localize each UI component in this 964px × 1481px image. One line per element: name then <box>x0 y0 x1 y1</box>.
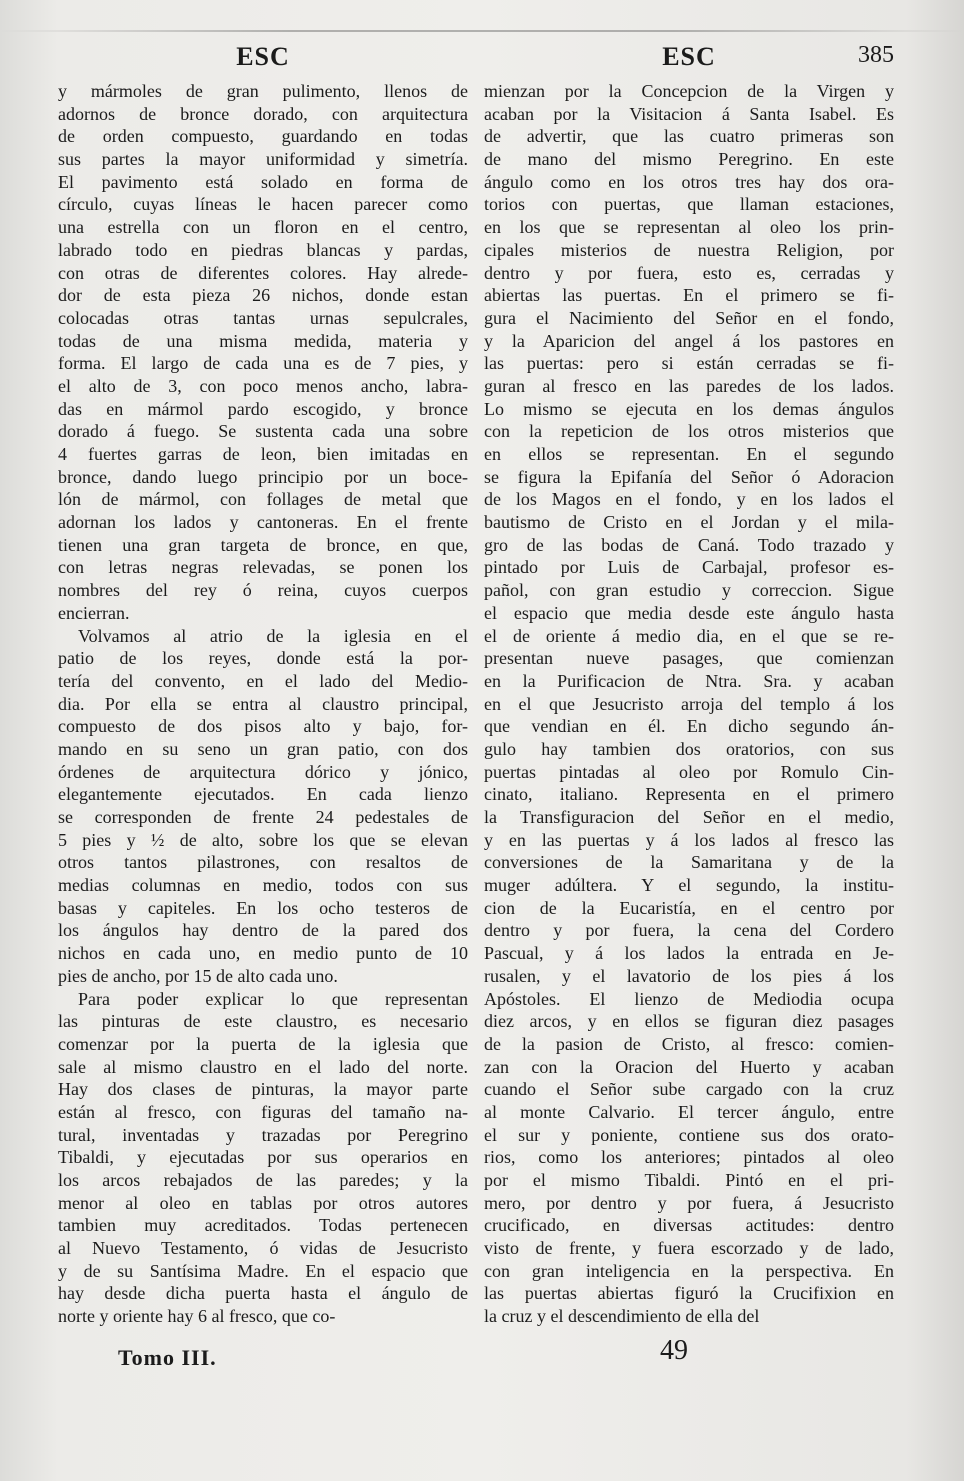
text-line: forma. El largo de cada una es de 7 pies, y <box>58 353 468 374</box>
text-line: con gran inteligencia en la perspectiva. En <box>484 1260 894 1281</box>
text-line: medias columnas en medio, todos con sus <box>58 875 468 896</box>
text-line: el de oriente á medio dia, en el que se re- <box>484 625 894 646</box>
text-line: conversiones de la Samaritana y de la <box>484 852 894 873</box>
text-line: las puertas: pero si están cerradas se fi- <box>484 353 894 374</box>
text-line: la cruz y el descendimiento de ella del <box>484 1306 760 1327</box>
text-line: y mármoles de gran pulimento, llenos de <box>58 81 468 101</box>
text-line: todas de una misma medida, materia y <box>58 330 468 351</box>
text-line: elegantemente ejecutados. En cada lienzo <box>58 784 468 805</box>
text-line: rusalen, y el lavatorio de los pies á los <box>484 965 894 986</box>
left-column <box>58 42 468 1328</box>
text-line: cion de la Eucaristía, en el centro por <box>484 897 894 918</box>
text-line: guran al fresco en las paredes de los lados. <box>484 375 894 396</box>
text-line: ángulo como en los otros tres hay dos ora- <box>484 171 894 192</box>
text-line: muger adúltera. Y el segundo, la institu- <box>484 875 894 896</box>
text-line: adornan los lados y cantoneras. En el frente <box>58 512 468 533</box>
text-line: tural, inventadas y trazadas por Peregrino <box>58 1124 468 1145</box>
right-header-word: ESC <box>662 42 716 71</box>
text-line: círculo, cuyas líneas le hacen parecer como <box>58 194 468 215</box>
text-line: y la Aparicion del angel á los pastores en <box>484 330 894 351</box>
text-line: las pinturas de este claustro, es necesario <box>58 1011 468 1032</box>
text-line: de orden compuesto, guardando en todas <box>58 126 468 147</box>
text-line: las puertas abiertas figuró la Crucifixion en <box>484 1283 894 1304</box>
text-line: cuando el Señor sube cargado con la cruz <box>484 1079 894 1100</box>
text-line: nombres del rey ó reina, cuyos cuerpos <box>58 580 468 601</box>
text-line: el sur y poniente, contiene sus dos orato- <box>484 1124 894 1145</box>
text-line: mienzan por la Concepcion de la Virgen y <box>484 81 894 101</box>
text-line: adornos de bronce dorado, con arquitectura <box>58 103 468 124</box>
left-header-word: ESC <box>236 42 290 71</box>
text-line: Tibaldi, y ejecutadas por sus operarios en <box>58 1147 468 1168</box>
text-line: labrado todo en piedras blancas y pardas, <box>58 239 468 260</box>
text-line: pintado por Luis de Carbajal, profesor es- <box>484 557 894 578</box>
right-running-head <box>484 42 894 78</box>
text-line: de los Magos en el fondo, y en los lados el <box>484 489 894 510</box>
text-line: al Nuevo Testamento, ó vidas de Jesucristo <box>58 1238 468 1259</box>
text-line: mando en su seno un gran patio, con dos <box>58 738 468 759</box>
text-line: tambien muy acreditados. Todas pertenecen <box>58 1215 468 1236</box>
text-line: Hay dos clases de pinturas, la mayor parte <box>58 1079 468 1100</box>
text-line: se figura la Epifanía del Señor ó Adoracion <box>484 466 894 487</box>
text-line: en ellos se representan. En el segundo <box>484 444 894 464</box>
text-line: El pavimento está solado en forma de <box>58 171 468 192</box>
text-line: los ángulos hay dentro de la pared dos <box>58 920 468 941</box>
text-line: de la pasion de Cristo, al fresco: comien- <box>484 1033 894 1054</box>
text-line: das en mármol pardo escogido, y bronce <box>58 398 468 419</box>
text-line: acaban por la Visitacion á Santa Isabel. Es <box>484 103 894 124</box>
text-line: presentan nueve pasages, que comienzan <box>484 648 894 669</box>
text-line: menor al oleo en tablas por otros autores <box>58 1192 468 1213</box>
text-line: zan con la Oracion del Huerto y acaban <box>484 1056 894 1077</box>
text-line: Apóstoles. El lienzo de Mediodia ocupa <box>484 988 894 1009</box>
text-line: dia. Por ella se entra al claustro principal, <box>58 693 468 714</box>
text-line: dor de esta pieza 26 nichos, donde estan <box>58 285 468 306</box>
right-column <box>484 42 894 1328</box>
text-line: una estrella con un floron en el centro, <box>58 217 468 238</box>
text-line: hay desde dicha puerta hasta el ángulo de <box>58 1283 468 1304</box>
text-line: el espacio que media desde este ángulo hasta <box>484 602 894 623</box>
text-line: sus partes la mayor uniformidad y simetría. <box>58 149 468 170</box>
text-line: crucificado, en diversas actitudes: dentro <box>484 1215 894 1236</box>
text-line: gura el Nacimiento del Señor en el fondo, <box>484 307 894 328</box>
text-line: con otras de diferentes colores. Hay alrede- <box>58 262 468 283</box>
page-edge-line <box>0 30 964 32</box>
text-line: sale al mismo claustro en el lado del norte. <box>58 1056 468 1077</box>
text-line: la Transfiguracion del Señor en el medio, <box>484 807 894 827</box>
text-line: bronce, dando luego principio por un boce- <box>58 466 468 487</box>
right-text-block <box>484 80 894 1328</box>
text-line: comenzar por la puerta de la iglesia que <box>58 1033 468 1054</box>
text-line: con la repeticion de los otros misterios que <box>484 421 894 442</box>
text-line: de advertir, que las cuatro primeras son <box>484 126 894 147</box>
text-line: Pascual, y á los lados la entrada en Je- <box>484 943 894 964</box>
text-line: cinato, italiano. Representa en el primero <box>484 784 894 805</box>
text-line: basas y capiteles. En los ocho testeros de <box>58 897 468 918</box>
text-line: pies de ancho, por 15 de alto cada uno. <box>58 965 338 986</box>
text-line: diez arcos, y en ellos se figuran diez pasages <box>484 1011 894 1032</box>
text-line: nichos en cada uno, en medio punto de 10 <box>58 943 468 964</box>
text-line: y en las puertas y á los lados al fresco las <box>484 829 894 850</box>
left-running-head <box>58 42 468 78</box>
text-line: abiertas las puertas. En el primero se fi- <box>484 285 894 306</box>
left-text-block <box>58 80 468 1328</box>
text-line: el alto de 3, con poco menos ancho, labra- <box>58 375 468 396</box>
text-line: de mano del mismo Peregrino. En este <box>484 149 894 170</box>
text-line: gro de las bodas de Caná. Todo trazado y <box>484 534 894 555</box>
text-line: en la Purificacion de Ntra. Sra. y acaban <box>484 670 894 691</box>
text-line: y de su Santísima Madre. En el espacio que <box>58 1260 468 1281</box>
text-line: en los que se representan al oleo los prin- <box>484 217 894 238</box>
text-line: rios, como los anteriores; pintados al oleo <box>484 1147 894 1168</box>
text-line: órdenes de arquitectura dórico y jónico, <box>58 761 468 782</box>
text-line: compuesto de dos pisos alto y bajo, for- <box>58 716 468 737</box>
text-line: puertas pintadas al oleo por Romulo Cin- <box>484 761 894 782</box>
text-line: otros tantos pilastrones, con resaltos de <box>58 852 468 873</box>
text-line: dentro y por fuera, la cena del Cordero <box>484 920 894 941</box>
text-line: patio de los reyes, donde está la por- <box>58 648 468 669</box>
text-line: en el que Jesucristo arroja del templo á los <box>484 693 894 714</box>
text-line: Para poder explicar lo que representan <box>78 988 468 1009</box>
text-line: mero, por dentro y por fuera, á Jesucristo <box>484 1192 894 1213</box>
text-line: 4 fuertes garras de leon, bien imitadas en <box>58 444 468 464</box>
text-line: 5 pies y ½ de alto, sobre los que se elevan <box>58 829 468 850</box>
text-line: dentro y por fuera, esto es, cerradas y <box>484 262 894 283</box>
text-line: con letras negras relevadas, se ponen los <box>58 557 468 578</box>
signature-mark: 49 <box>660 1335 688 1366</box>
text-line: norte y oriente hay 6 al fresco, que co- <box>58 1306 336 1327</box>
text-line: que vendian en él. En dicho segundo án- <box>484 716 894 737</box>
text-line: los arcos rebajados de las paredes; y la <box>58 1170 468 1190</box>
text-line: están al fresco, con figuras del tamaño na- <box>58 1101 468 1122</box>
text-line: tienen una gran targeta de bronce, en que, <box>58 534 468 555</box>
text-line: cipales misterios de nuestra Religion, por <box>484 239 894 260</box>
text-line: tería del convento, en el lado del Medio- <box>58 670 468 691</box>
text-line: bautismo de Cristo en el Jordan y el mila- <box>484 512 894 533</box>
text-line: lón de mármol, con follages de metal que <box>58 489 468 510</box>
text-line: dorado á fuego. Se sustenta cada una sobre <box>58 421 468 442</box>
text-line: gulo hay tambien dos oratorios, con sus <box>484 738 894 759</box>
text-line: encierran. <box>58 602 130 623</box>
volume-label: Tomo III. <box>118 1345 217 1370</box>
text-line: se corresponden de frente 24 pedestales de <box>58 807 468 827</box>
text-line: por el mismo Tibaldi. Pintó en el pri- <box>484 1170 894 1190</box>
text-line: Lo mismo se ejecuta en los demas ángulos <box>484 398 894 419</box>
text-line: visto de frente, y fuera escorzado y de lado, <box>484 1238 894 1259</box>
text-line: colocadas otras tantas urnas sepulcrales, <box>58 307 468 328</box>
text-line: torios con puertas, que llaman estaciones, <box>484 194 894 215</box>
text-line: pañol, con gran estudio y correccion. Sigue <box>484 580 894 601</box>
page-number: 385 <box>858 42 894 68</box>
text-line: Volvamos al atrio de la iglesia en el <box>78 625 468 646</box>
text-line: al monte Calvario. El tercer ángulo, entre <box>484 1101 894 1122</box>
